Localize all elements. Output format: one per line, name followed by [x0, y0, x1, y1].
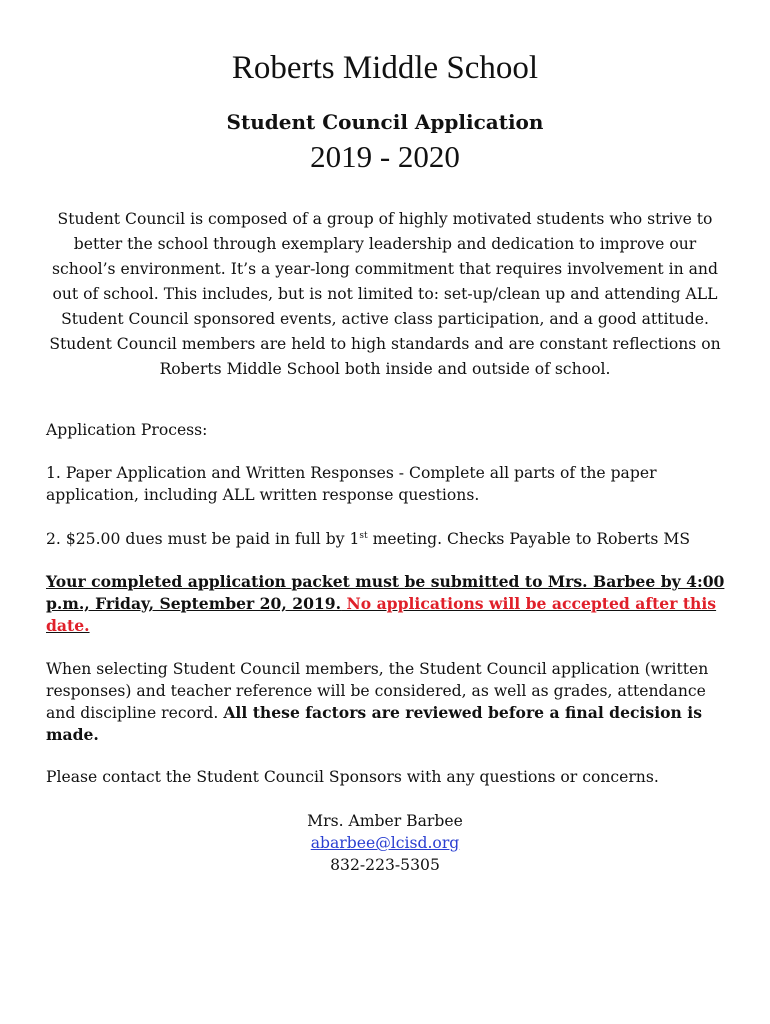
- step-2-ordinal-suffix: st: [359, 530, 368, 541]
- step-2-text-continued: meeting. Checks Payable to Roberts MS: [367, 530, 691, 548]
- application-title: Student Council Application: [226, 110, 544, 134]
- contact-note: Please contact the Student Council Sponsors with any questions or concerns.: [46, 768, 659, 786]
- sponsor-phone: 832-223-5305: [330, 856, 440, 874]
- selection-criteria: [46, 658, 726, 746]
- process-step-1: 1. Paper Application and Written Responses - Complete all parts of the paper application, including ALL written response questions.: [46, 464, 657, 504]
- selection-emphasis: All these factors are reviewed before a final decision is made.: [46, 703, 702, 744]
- deadline-submission-text: Your completed application packet must be submitted to Mrs. Barbee by 4:00 p.m., Friday, September 20, 2019.: [46, 572, 725, 613]
- sponsor-name: Mrs. Amber Barbee: [307, 812, 463, 830]
- school-year: 2019 - 2020: [310, 139, 460, 174]
- selection-text: When selecting Student Council members, the Student Council application (written responses) and teacher reference will be considered, as well as grades, attendance and discipline record.: [46, 660, 709, 722]
- school-name-title: Roberts Middle School: [231, 50, 539, 86]
- sponsor-signature-block: [0, 810, 770, 876]
- step-2-text: 2. $25.00 dues must be paid in full by 1: [46, 530, 360, 548]
- application-process-heading: Application Process:: [46, 421, 208, 439]
- sponsor-email-link[interactable]: abarbee@lcisd.org: [310, 834, 460, 852]
- deadline-notice: [46, 571, 726, 637]
- process-step-2: [46, 528, 726, 550]
- intro-paragraph: Student Council is composed of a group of highly motivated students who strive to better the school through exemplary leadership and dedication to improve our school’s environment. It’s a year-long commitment that requires involvement in and out of school. This includes, but is not limited to: set-up/clean up and attending ALL Student Council sponsored events, active class participation, and a good attitude. Student Council members are held to high standards and are constant reflections on Roberts Middle School both inside and outside of school.: [49, 210, 721, 378]
- deadline-warning-text: No applications will be accepted after this date.: [46, 594, 717, 635]
